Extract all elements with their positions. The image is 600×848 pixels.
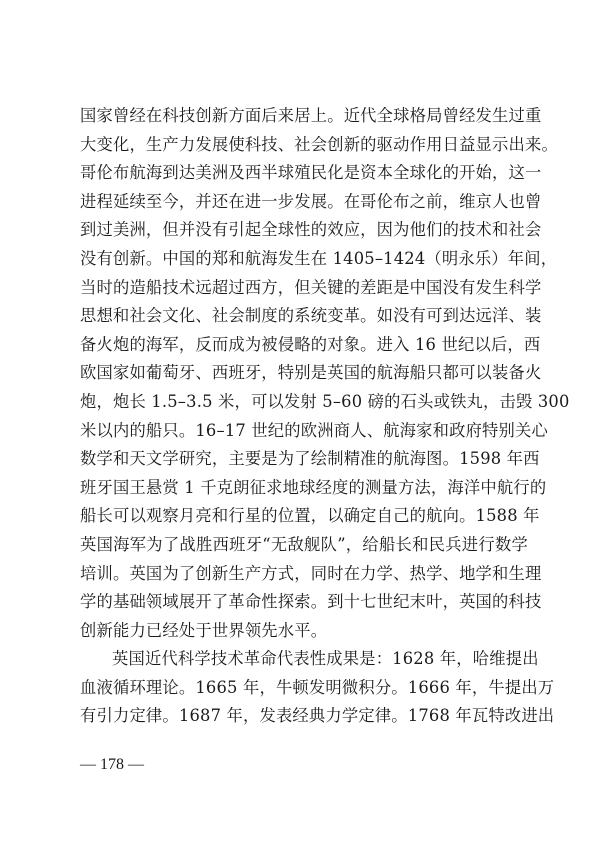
text-line: 学的基础领域展开了革命性探索。到十七世纪末叶，英国的科技	[80, 592, 542, 612]
text-line: 没有创新。中国的郑和航海发生在 1405–1424（明永乐）年间，	[80, 248, 558, 268]
text-line: 哥伦布航海到达美洲及西半球殖民化是资本全球化的开始，这一	[80, 163, 542, 183]
text-line: 有引力定律。1687 年，发表经典力学定律。1768 年瓦特改进出	[80, 706, 555, 726]
text-line: 米以内的船只。16–17 世纪的欧洲商人、航海家和政府特别关心	[80, 420, 548, 440]
body-text	[80, 102, 570, 731]
text-line: 思想和社会文化、社会制度的系统变革。如没有可到达远洋、装	[80, 306, 542, 326]
text-line: 培训。英国为了创新生产方式，同时在力学、热学、地学和生理	[80, 563, 542, 583]
text-line: 备火炮的海军，反而成为被侵略的对象。进入 16 世纪以后，西	[80, 334, 541, 354]
text-line: 船长可以观察月亮和行星的位置，以确定自己的航向。1588 年	[80, 506, 540, 526]
text-line: 英国海军为了战胜西班牙“无敌舰队”，给船长和民兵进行数学	[80, 534, 529, 554]
text-line: 班牙国王悬赏 1 千克朗征求地球经度的测量方法，海洋中航行的	[80, 477, 547, 497]
text-line: 大变化，生产力发展使科技、社会创新的驱动作用日益显示出来。	[80, 134, 558, 154]
paragraph	[80, 645, 555, 731]
text-line: 数学和天文学研究，主要是为了绘制精准的航海图。1598 年西	[80, 449, 540, 469]
text-line: 欧国家如葡萄牙、西班牙，特别是英国的航海船只都可以装备火	[80, 363, 542, 383]
text-line: 到过美洲，但并没有引起全球性的效应，因为他们的技术和社会	[80, 220, 542, 240]
page-number: — 178 —	[80, 756, 144, 773]
text-line: 进程延续至今，并还在进一步发展。在哥伦布之前，维京人也曾	[80, 191, 542, 211]
text-line: 创新能力已经处于世界领先水平。	[80, 620, 328, 640]
text-line: 当时的造船技术远超过西方，但关键的差距是中国没有发生科学	[80, 277, 542, 297]
text-line: 血液循环理论。1665 年，牛顿发明微积分。1666 年，牛提出万	[80, 677, 555, 697]
paragraph	[80, 102, 570, 645]
text-line: 炮，炮长 1.5–3.5 米，可以发射 5–60 磅的石头或铁丸，击毁 300	[80, 391, 570, 411]
text-line: 英国近代科学技术革命代表性成果是：1628 年，哈维提出	[112, 649, 539, 669]
text-line: 国家曾经在科技创新方面后来居上。近代全球格局曾经发生过重	[80, 106, 542, 125]
